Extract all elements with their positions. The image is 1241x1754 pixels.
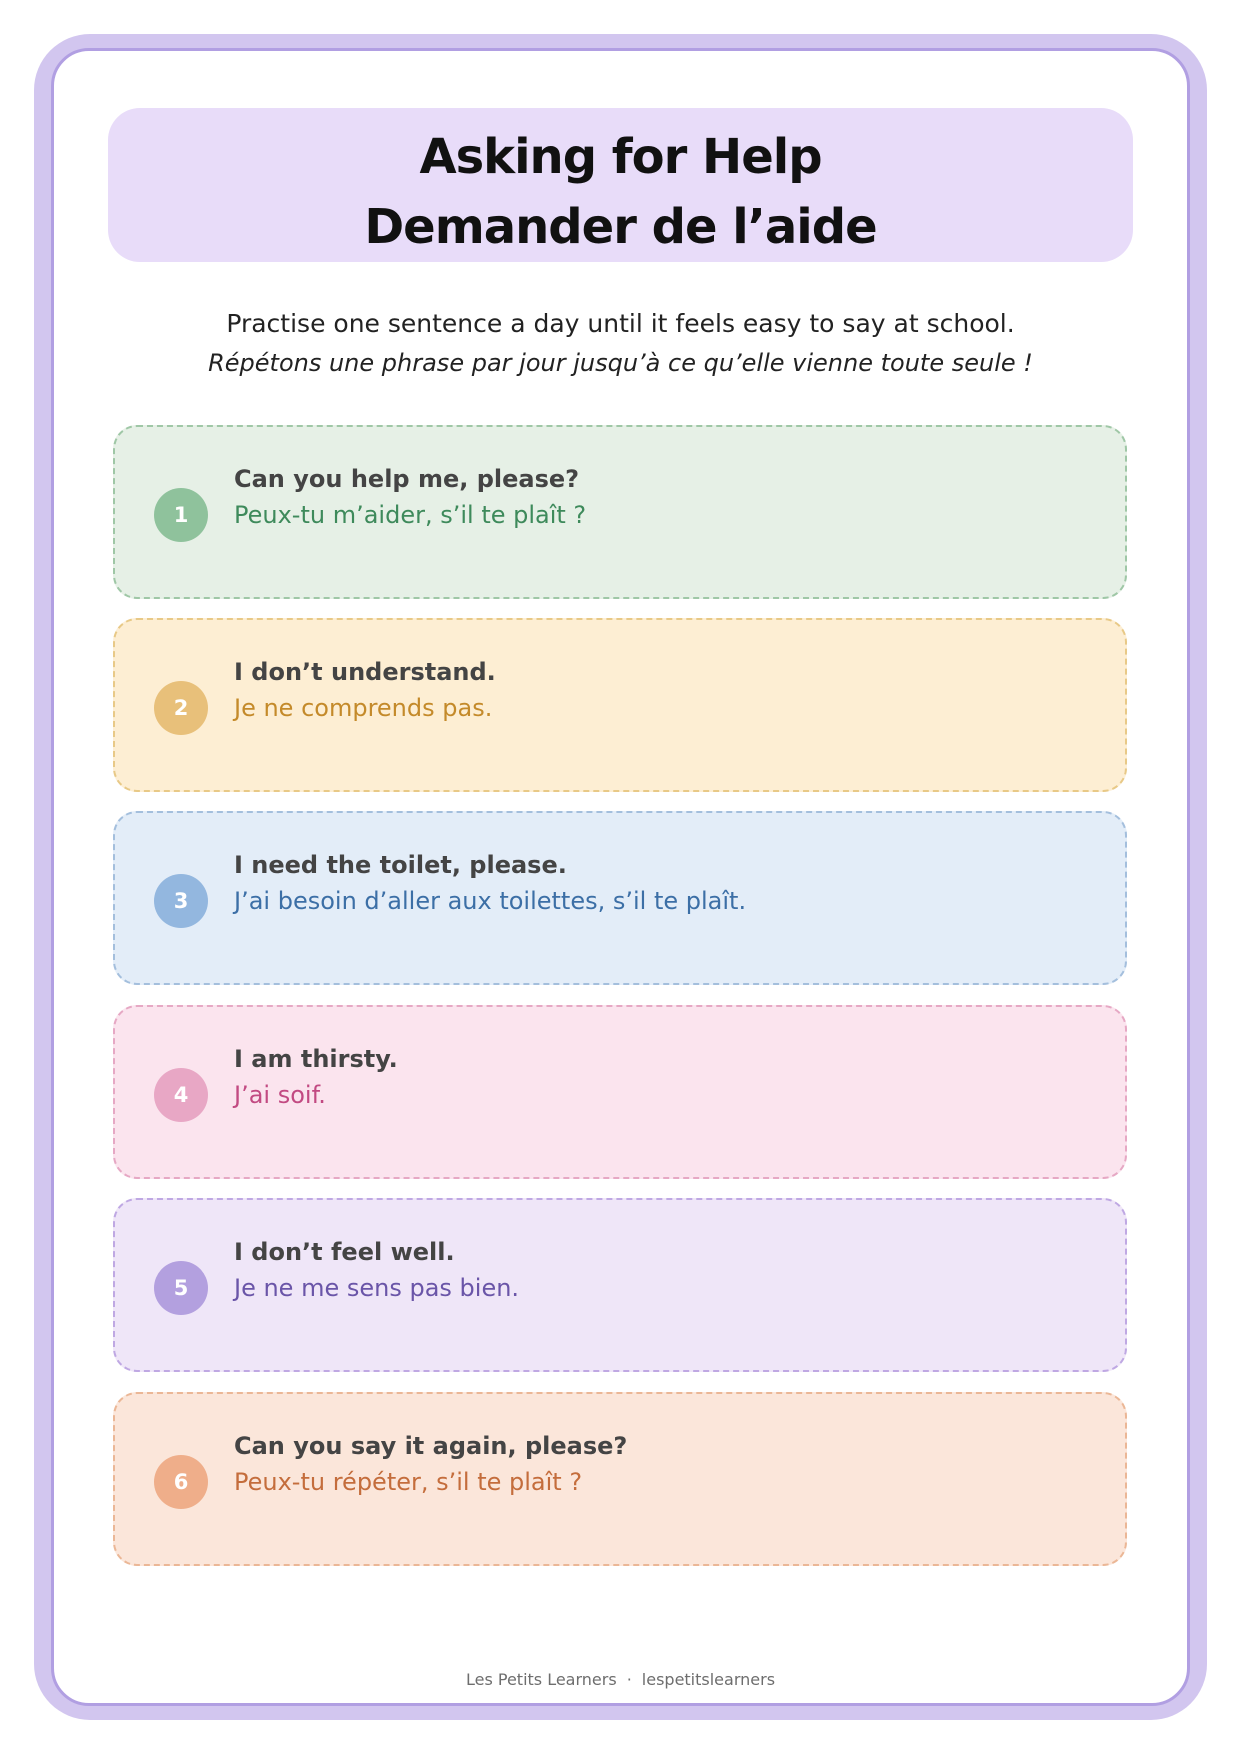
title-french: Demander de l’aide [364, 199, 877, 255]
phrase-french: J’ai soif. [234, 1081, 326, 1109]
footer [108, 1670, 1133, 1689]
intro-french: Répétons une phrase par jour jusqu’à ce qu’elle vienne toute seule ! [208, 349, 1033, 377]
number-badge: 2 [154, 681, 208, 735]
phrase-english: I need the toilet, please. [234, 851, 567, 879]
phrase-card-6 [113, 1392, 1127, 1566]
phrase-english: I don’t feel well. [234, 1238, 455, 1266]
number-badge: 1 [154, 488, 208, 542]
number-badge: 6 [154, 1455, 208, 1509]
intro-english: Practise one sentence a day until it feels easy to say at school. [226, 309, 1015, 338]
phrase-card-2 [113, 618, 1127, 792]
footer-handle: lespetitslearners [641, 1670, 776, 1689]
phrase-card-5 [113, 1198, 1127, 1372]
phrase-english: I don’t understand. [234, 658, 496, 686]
number-badge: 5 [154, 1261, 208, 1315]
phrase-card-1 [113, 425, 1127, 599]
phrase-french: Peux-tu répéter, s’il te plaît ? [234, 1468, 583, 1496]
phrase-french: J’ai besoin d’aller aux toilettes, s’il te plaît. [234, 887, 747, 915]
phrase-french: Je ne comprends pas. [234, 694, 493, 722]
phrase-card-4 [113, 1005, 1127, 1179]
title-english: Asking for Help [419, 129, 822, 185]
footer-separator: · [626, 1670, 632, 1689]
number-badge: 3 [154, 874, 208, 928]
phrase-french: Je ne me sens pas bien. [234, 1274, 520, 1302]
phrase-english: Can you say it again, please? [234, 1432, 628, 1460]
phrase-english: Can you help me, please? [234, 465, 580, 493]
phrase-french: Peux-tu m’aider, s’il te plaît ? [234, 501, 587, 529]
phrase-english: I am thirsty. [234, 1045, 398, 1073]
number-badge: 4 [154, 1068, 208, 1122]
title-banner [108, 108, 1133, 262]
footer-brand: Les Petits Learners [465, 1670, 617, 1689]
phrase-card-3 [113, 811, 1127, 985]
